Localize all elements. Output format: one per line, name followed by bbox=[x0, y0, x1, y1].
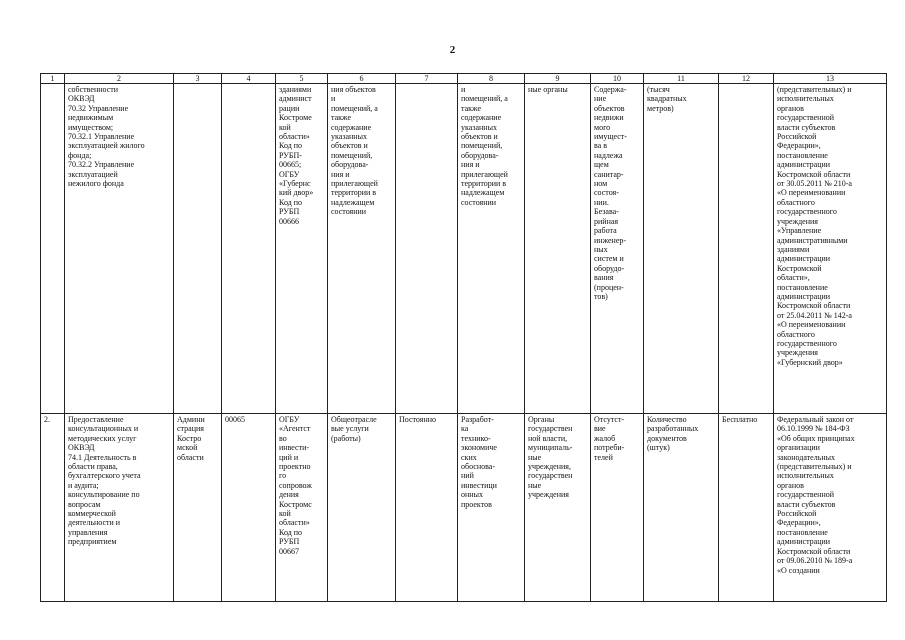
consumers-cell: ные органы bbox=[525, 84, 591, 414]
code-cell bbox=[222, 84, 276, 414]
page-number: 2 bbox=[449, 44, 456, 56]
column-number: 6 bbox=[328, 74, 396, 84]
column-number: 4 bbox=[222, 74, 276, 84]
column-number: 1 bbox=[41, 74, 65, 84]
column-number: 5 bbox=[276, 74, 328, 84]
column-number: 2 bbox=[65, 74, 174, 84]
column-number: 3 bbox=[174, 74, 222, 84]
column-number-row bbox=[41, 74, 887, 84]
column-number: 8 bbox=[458, 74, 525, 84]
legal-basis-cell: (представительных) и исполнительных органов государственной власти субъектов Российской Федерации», постановление администрации Костромской области от 30.05.2011 № 210-а «О переименовании областного государственного учреждения «Управление административными зданиями администрации Костромской области», постановление администрации Костромской области от 25.04.2011 № 142-а «О переименовании областного государственного учреждения «Губернский двор» bbox=[774, 84, 887, 414]
quality-indicator-cell: Отсутст- вие жалоб потреби- телей bbox=[591, 414, 644, 602]
content-cell: и помещений, а также содержание указанных объектов и помещений, оборудова- ния и прилегающей территории в надлежащем состоянии bbox=[458, 84, 525, 414]
column-number: 10 bbox=[591, 74, 644, 84]
quality-indicator-cell: Содержа- ние объектов недвижи мого имущест- ва в надлежа щем санитар- ном состоя- нии. Безава- рийная работа инженер- ных систем и оборудо- вания (процен- тов) bbox=[591, 84, 644, 414]
frequency-cell bbox=[396, 84, 458, 414]
volume-indicator-cell: (тысяч квадратных метров) bbox=[644, 84, 719, 414]
institution-cell: зданиями админист рации Костроме кой области» Код по РУБП- 00665; ОГБУ «Губернс кий двор» Код по РУБП 00666 bbox=[276, 84, 328, 414]
service-name-cell: Предоставление консультационных и методических услуг ОКВЭД 74.1 Деятельность в области права, бухгалтерского учета и аудита; консультирование по вопросам коммерческой деятельности и управления предприятием bbox=[65, 414, 174, 602]
table-row bbox=[41, 414, 887, 602]
column-number: 11 bbox=[644, 74, 719, 84]
row-number-cell: 2. bbox=[41, 414, 65, 602]
register-table bbox=[40, 73, 887, 602]
content-cell: Разработ- ка технико- экономиче ских обоснова- ний инвестици онных проектов bbox=[458, 414, 525, 602]
column-number: 13 bbox=[774, 74, 887, 84]
table-row bbox=[41, 84, 887, 414]
authority-cell bbox=[174, 84, 222, 414]
consumers-cell: Органы государствен ной власти, муниципаль- ные учреждения, государствен ные учреждения bbox=[525, 414, 591, 602]
institution-cell: ОГБУ «Агентст во инвести- ций и проектно го сопровож дения Костромс кой области» Код по РУБП 00667 bbox=[276, 414, 328, 602]
service-name-cell: собственности ОКВЭД 70.32 Управление недвижимым имуществом; 70.32.1 Управление эксплуатацией жилого фонда; 70.32.2 Управление эксплуатацией нежилого фонда bbox=[65, 84, 174, 414]
service-type-cell: Общеотрасле вые услуги (работы) bbox=[328, 414, 396, 602]
code-cell: 00065 bbox=[222, 414, 276, 602]
column-number: 7 bbox=[396, 74, 458, 84]
volume-indicator-cell: Количество разработанных документов (штук) bbox=[644, 414, 719, 602]
service-type-cell: ния объектов и помещений, а также содержание указанных объектов и помещений, оборудова- ния и прилегающей территории в надлежащем состоянии bbox=[328, 84, 396, 414]
payment-cell bbox=[719, 84, 774, 414]
column-number: 12 bbox=[719, 74, 774, 84]
row-number-cell bbox=[41, 84, 65, 414]
frequency-cell: Постоянно bbox=[396, 414, 458, 602]
column-number: 9 bbox=[525, 74, 591, 84]
legal-basis-cell: Федеральный закон от 06.10.1999 № 184-ФЗ «Об общих принципах организации законодательных (представительных) и исполнительных органов государственной власти субъектов Российской Федерации», постановление администрации Костромской области от 09.06.2010 № 189-а «О создании bbox=[774, 414, 887, 602]
payment-cell: Бесплатно bbox=[719, 414, 774, 602]
authority-cell: Админи страция Костро мской области bbox=[174, 414, 222, 602]
